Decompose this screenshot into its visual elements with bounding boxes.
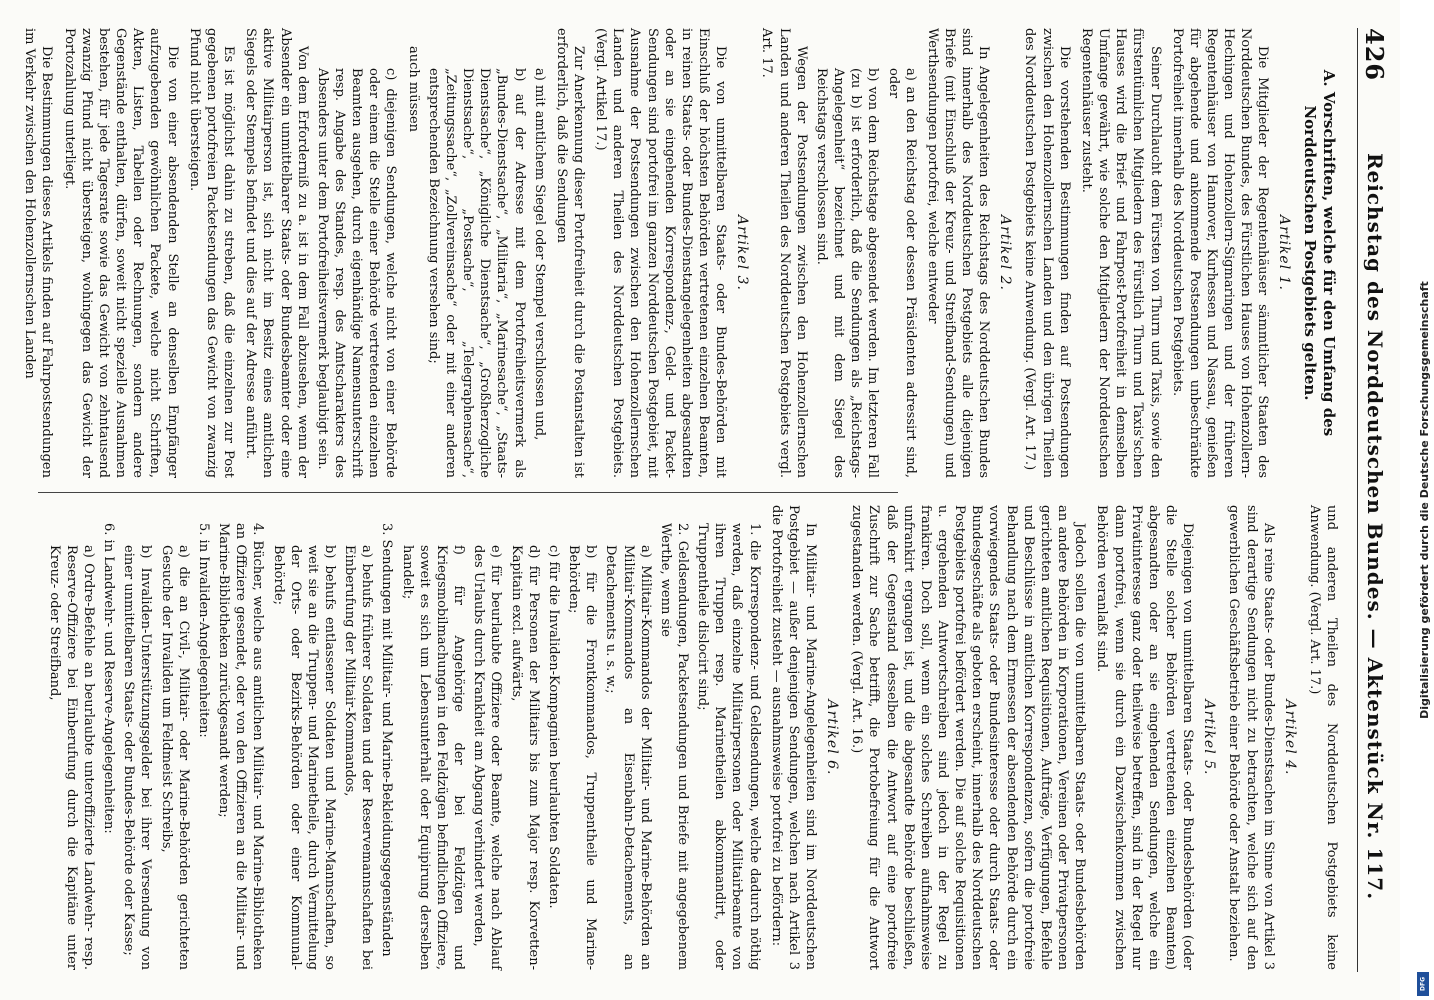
- sub-clause: a) Militair-Kommandos der Militair- und Marine-Behörden an Militair-Kommandos an Eisenbahn-Detachements, an Detachements u. s. w.;: [603, 545, 653, 970]
- right-column: [30, 505, 1340, 970]
- dfg-logo: DFG: [1417, 972, 1429, 996]
- sub-clause: b) von dem Reichstage abgesendet werden. Im letzteren Fall (zu b) ist erforderlich, daß die Sendungen als „Reichstags-Angelegenheit“ bezeichnet und mit dem Siegel des Reichstags verschlossen sind.: [813, 68, 881, 478]
- sub-clause: b) Invaliden-Unterstützungsgelder bei ihrer Versendung von einer unmittelbaren Staats- oder Bundes-Behörde oder Kasse;: [121, 545, 154, 970]
- numbered-clause: 1. die Korrespondenz- und Geldsendungen, welche dadurch nöthig werden, daß einzelne Militairpersonen oder Militairbeamte von ihren Truppen resp. Marinetheilen abkommandirt, oder Truppentheile dislocirt sind;: [695, 523, 762, 970]
- sub-clause: c) diejenigen Sendungen, welche nicht von einer Behörde oder einem die Stelle einer Behörde vertretenden einzelnen Beamten ausgehen, durch eigenhändige Namensunterschrift resp. Angabe des Standes, resp. des Amtscharakters des Absenders unter dem Portofreiheitsvermerk beglaubigt sein.: [314, 68, 399, 478]
- article-heading: Artikel 4.: [1281, 699, 1298, 776]
- article-heading: Artikel 5.: [1201, 699, 1218, 776]
- sub-clause: d) für Personen der Militairs bis zum Major resp. Korvetten-Kapitain excl. aufwärts,: [508, 545, 541, 970]
- numbered-clause: 3. Sendungen mit Militair- und Marine-Bekleidungsgegenständen: [379, 523, 395, 957]
- section-heading: A. Vorschriften, welche für den Umfang des Norddeutschen Postgebiets gelten.: [1301, 69, 1338, 437]
- running-head: Reichstag des Norddeutschen Bundes. — Aktenstück Nr. 117.: [1363, 152, 1387, 901]
- paragraph: Es ist möglichst dahin zu streben, daß die einzelnen zur Post gegebenen portofreien Packetsendungen das Gewicht von zwanzig Pfund nicht übersteigen.: [186, 28, 237, 478]
- paragraph: Die Mitglieder der Regentenhäuser sämmtlicher Staaten des Norddeutschen Bundes, des Fürstlichen Hauses von Hohenzollern-Hechingen und Hohenzollern-Sigmaringen und der früheren Regentenhäuser von Hannover, Kurhessen und Nassau, genießen für abgehende und ankommende Postsendungen unbeschränkte Portofreiheit innerhalb des Norddeutschen Postgebiets.: [1169, 28, 1271, 478]
- sub-clause: b) behufs entlassener Soldaten und Marine-Mannschaften, so weit sie an die Truppen- und Marinetheile, durch Vermittelung der Orts- oder Bezirks-Behörden oder einer Kommunal-Behörde;: [270, 545, 338, 970]
- column-divider: [38, 492, 898, 493]
- left-column: [22, 28, 1340, 478]
- paragraph: In Militair- und Marine-Angelegenheiten sind im Norddeutschen Postgebiet — außer denjenigen Sendungen, welchen nach Artikel 3 die Portofreiheit zusteht — ausnahmsweise portofrei zu befördern:: [768, 505, 819, 970]
- numbered-clause: 4. Bücher, welche aus amtlichen Militair- und Marine-Bibliotheken an Offiziere gesendet, oder von den Offizieren an die Militair- und Marine-Bibliotheken zurückgesandt werden;: [216, 523, 266, 970]
- page-number: 426: [1360, 28, 1390, 82]
- page-header: [1357, 28, 1392, 972]
- paragraph: und anderen Theilen des Norddeutschen Postgebiets keine Anwendung. (Vergl. Art. 17.): [1306, 505, 1339, 970]
- paragraph: Zur Anerkennung dieser Portofreiheit durch die Postanstalten ist erforderlich, daß die Sendungen: [553, 28, 587, 478]
- sub-clause: f) für Angehörige der bei Feldzügen und Kriegsmobilmachungen in den Feldzügen befindlichen Offiziere, soweit es sich um Lebensunterhalt oder Equipirung derselben handelt;: [399, 545, 467, 970]
- paragraph: Wegen der Postsendungen zwischen den Hohenzollernschen Landen und anderen Theilen des Norddeutschen Postgebiets vergl. Art. 17.: [759, 28, 809, 478]
- paragraph: auch müssen: [405, 46, 421, 133]
- paragraph: Die von einer absendenden Stelle an denselben Empfänger aufzugebenden gewöhnlichen Packete, welche nicht Schriften, Akten, Listen, Tabellen oder Rechnungen, sondern andere Gegenstände enthalten, dürfen, soweit nicht spezielle Ausnahmen bestehen, für jede Tagesrate sowie das Gewicht von zehntausend zwanzig Pfund nicht übersteigen, wohingegen das Gewicht der Portozahlung unterliegt.: [61, 28, 180, 478]
- article-heading: Artikel 2.: [997, 215, 1014, 291]
- sub-clause: e) für beurlaubte Offiziere oder Beamte, welche nach Ablauf des Urlaubs durch Krankheit am Abgang verhindert werden,: [471, 545, 504, 970]
- article-heading: Artikel 3.: [734, 215, 751, 291]
- paragraph: Von dem Erforderniß zu a. ist in dem Fall abzusehen, wenn der Absender ein unmittelbarer Staats- oder Bundesbeamter oder eine aktive Militairperson ist, sich nicht im Besitz eines amtlichen Siegels oder Stempels befindet und dies auf der Adresse anführt.: [243, 28, 310, 478]
- paragraph: Als reine Staats- oder Bundes-Dienstsachen im Sinne von Artikel 3 sind derartige Sendungen nicht zu betrachten, welche sich auf den gewerblichen Geschäftsbetrieb einer Behörde oder Anstalt beziehen.: [1226, 505, 1276, 970]
- paragraph: Die von unmittelbaren Staats- oder Bundes-Behörden mit Einschluß der höchsten Behörden vertretenen einzelnen Beamten, in reinen Staats- oder Bundes-Dienstangelegenheiten abgesandten oder an sie eingehenden Korrespondenz-, Geld- und Packet-Sendungen sind portofrei im ganzen Norddeutschen Postgebiet, mit Ausnahme der Postsendungen zwischen den Hohenzollernschen Landen und anderen Theilen des Norddeutschen Postgebiets. (Vergl. Artikel 17.): [593, 28, 729, 478]
- paragraph: Die vorstehenden Bestimmungen finden auf Postsendungen zwischen den Hohenzollernschen Landen und den übrigen Theilen des Norddeutschen Postgebiets keine Anwendung. (Vergl. Art. 17.): [1022, 28, 1072, 478]
- sub-clause: a) mit amtlichem Siegel oder Stempel verschlossen und,: [531, 68, 547, 441]
- numbered-clause: 2. Geldsendungen, Packetsendungen und Briefe mit angegebenem Werthe, wenn sie: [657, 523, 690, 970]
- digitization-credit: Digitalisierung gefördert durch die Deutsche Forschungsgemeinschaft: [1417, 281, 1431, 719]
- sub-clause: a) an den Reichstag oder dessen Präsidenten adressirt sind, oder: [885, 68, 918, 478]
- paragraph: Diejenigen von unmittelbaren Staats- oder Bundesbehörden (oder die Stelle solcher Behörden vertretenden einzelnen Beamten) abgesandten oder an sie eingehenden Sendungen, welche ein Privatinteresse ganz oder theilweise betreffen, sind in der Regel nur dann portofrei, wenn sie durch ein Dazwischenkommen zwischen Behörden veranlaßt sind.: [1094, 505, 1196, 970]
- sub-clause: b) auf der Adresse mit dem Portofreiheitsvermerk als „Bundes-Dienstsache“, „Militaria“, „Marinesache“, „Staats-Dienstsache“, „Königliche Dienstsache“, „Großherzogliche Dienstsache“, „Postsache“, „Telegraphensache“, „Zeitungssache“, „Zollvereinsache“ oder mit einer anderen entsprechenden Bezeichnung versehen sind;: [425, 68, 527, 478]
- footer-band: [1412, 0, 1432, 1000]
- paragraph: In Angelegenheiten des Reichstags des Norddeutschen Bundes sind innerhalb des Norddeutschen Postgebiets alle diejenigen Briefe (mit Einschluß der Kreuz- und Streifband-Sendungen) und Werthsendungen portofrei, welche entweder: [924, 28, 992, 478]
- paragraph: Jedoch sollen die von unmittelbaren Staats- oder Bundesbehörden an andere Behörden in Korporationen, Vereinen oder Privatpersonen gerichteten amtlichen Requisitionen, Aufträge, Verfügungen, Befehle und Beschlüsse in amtlichen Korrespondenzen, sofern die portofreie Behandlung nach dem Ermessen der absendenden Behörde durch ein vorwiegendes Staats- oder Bundesinteresse oder durch Staats- oder Bundesgeschäfte als geboten erscheint, innerhalb des Norddeutschen Postgebiets portofrei befördert werden. Die auf solche Requisitionen u. ergehenden Antwortschreiben sind jedoch in der Regel zu frankiren. Doch soll, wenn ein solches Schreiben aufnahmsweise unfrankirt ergangen ist, und die abgesandte Behörde beschließen, daß der Gegenstand desselben die Antwort auf eine portofreie Zuschrift zur Sache betrifft, die Portobefreiung für die Antwort zugestanden werden. (Vergl. Art. 16.): [849, 505, 1088, 970]
- sub-clause: a) die an Civil-, Militair- oder Marine-Behörden gerichteten Gesuche der Invaliden um Feldmeist Schreibs,: [158, 545, 191, 970]
- sub-clause: c) für die Invaliden-Kompagnien beurlaubten Soldaten.: [545, 545, 561, 909]
- numbered-clause: 6. in Landwehr- und Reserve-Angelegenheiten:: [101, 523, 117, 834]
- article-heading: Artikel 1.: [1276, 215, 1293, 291]
- sub-clause: b) für die Frontkommandos, Truppentheile und Marine-Behörden;: [566, 545, 599, 970]
- sub-clause: a) behufs früherer Soldaten und der Reservemannschaften bei Einberufung der Militair-Kommandos,: [342, 545, 375, 970]
- paragraph: Die Bestimmungen dieses Artikels finden auf Fahrpostsendungen im Verkehr zwischen den Hohenzollernschen Landen: [22, 28, 55, 478]
- numbered-clause: 5. in Invaliden-Angelegenheiten:: [195, 523, 211, 738]
- paragraph: Seiner Durchlaucht dem Fürsten von Thurn und Taxis, sowie den fürstentümlichen Mitgliedern des Fürstlich Thurn und Taxis'schen Hauses wird die Brief- und Fahrpost-Portofreiheit in demselben Umfange gewährt, wie solche den Mitgliedern der Norddeutschen Regentenhäuser zusteht.: [1078, 28, 1163, 478]
- article-heading: Artikel 6.: [824, 699, 841, 776]
- sub-clause: a) Ordre-Befehle an beurlaubte unteroffizierte Landwehr- resp. Reserve-Offiziere bei Einberufung durch die Kapitäne unter Kreuz- oder Streifband,: [46, 545, 96, 970]
